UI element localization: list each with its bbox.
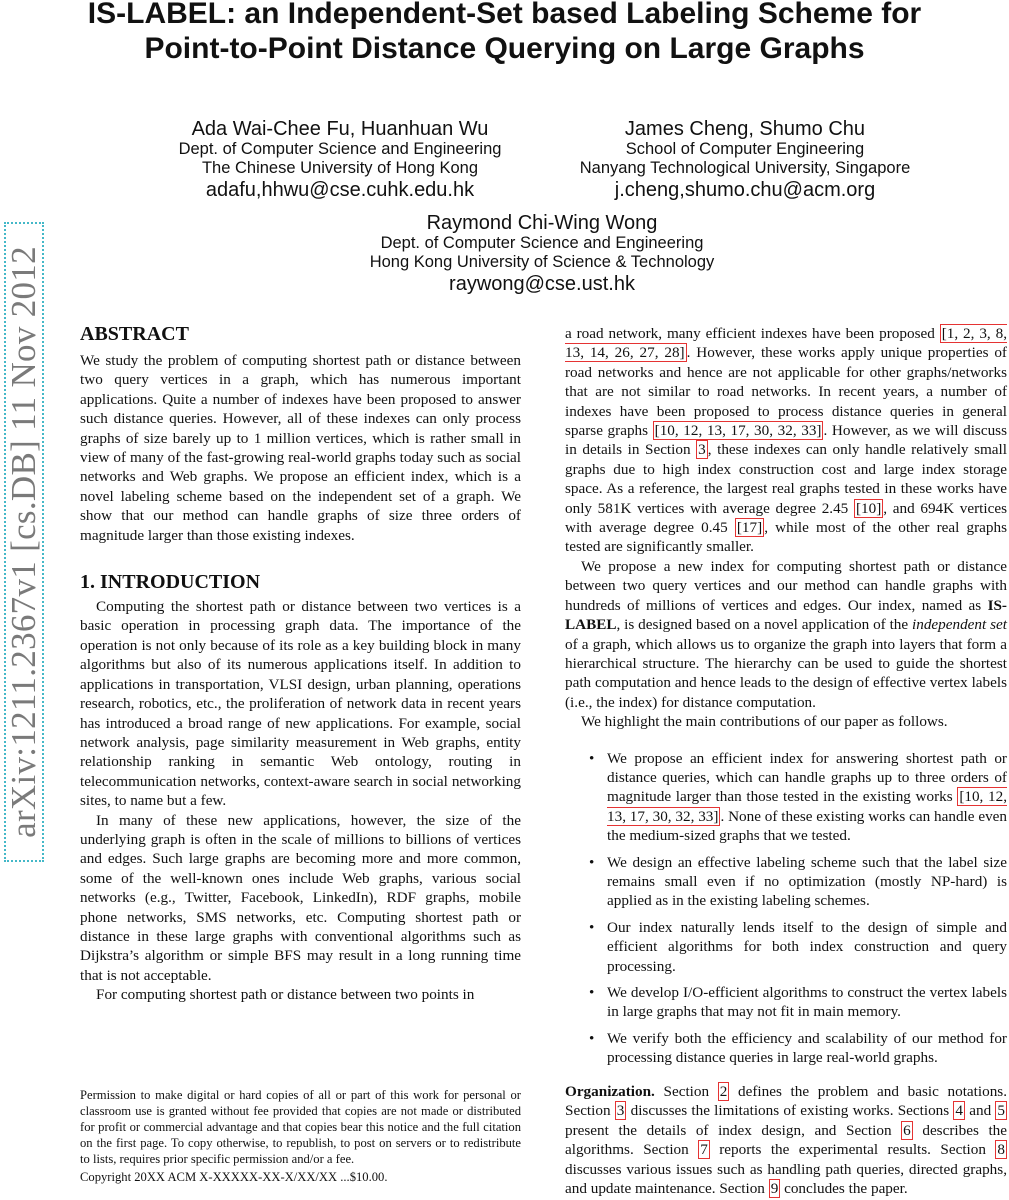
author-dept: Dept. of Computer Science and Engineering (380, 234, 704, 252)
author-institution: The Chinese University of Hong Kong (201, 159, 479, 177)
contributions-list (565, 749, 1007, 1068)
intro-paragraph-1: Computing the shortest path or distance between two vertices is a basic operation in processing graph data. The importance of the operation is not only because of its role as a key building block in many algorithms but also of its numerous applications itself. In addition to applications in transportation, VLSI design, urban planning, operations research, robotics, etc., the proliferation of network data in recent years has introduced a broad range of new applications. For example, social network analysis, page similarity measurement in Web graphs, entity relationship ranking in semantic Web ontology, routing in telecommunication networks, context-aware search in social networking sites, to name but a few. (80, 598, 521, 810)
left-column (80, 322, 521, 1005)
text-span: discusses various issues such as handling path queries, directed graphs, and update maintenance. Section (565, 1160, 1007, 1198)
section-link-4[interactable]: 4 (955, 1102, 964, 1120)
author-email[interactable]: adafu,hhwu@cse.cuhk.edu.hk (205, 179, 475, 201)
author-institution: Nanyang Technological University, Singapore (579, 159, 911, 177)
paper-title (0, 0, 1009, 66)
text-span: defines the problem and basic notations. Section (565, 1083, 1008, 1120)
organization-paragraph (565, 1082, 1007, 1198)
author-email[interactable]: raywong@cse.ust.hk (449, 273, 635, 295)
author-dept: School of Computer Engineering (625, 140, 865, 158)
text-span: , is designed based on a novel application of the (616, 616, 913, 634)
list-item (565, 983, 1007, 1022)
section-link-7[interactable]: 7 (700, 1141, 708, 1159)
section-link-9[interactable]: 9 (770, 1180, 779, 1198)
author-email[interactable]: j.cheng,shumo.chu@acm.org (614, 179, 876, 201)
citation-10[interactable]: [10] (855, 499, 882, 517)
text-span: , these indexes can only handle relatively small graphs due to high index construction cost and large index storage space. As a reference, the largest real graphs tested in these works have only 581K vertices with average degree 2.45 (565, 441, 1007, 517)
section-link-3[interactable]: 3 (698, 441, 706, 459)
text-span: . However, these works apply unique properties of road networks and hence are not applicable for other graphs/networks that are not similar to road networks. In recent years, a number of indexes have been proposed to process distance queries in general sparse graphs (565, 344, 1007, 440)
abstract-text: We study the problem of computing shortest path or distance between two query vertices in a graph, which has numerous important applications. Quite a number of indexes have been proposed to answer such distance queries. However, all of these indexes can only process graphs of size barely up to 1 million vertices, which is rather small in view of many of the fast-growing real-world graphs today such as social networks and Web graphs. We propose an efficient index, which is a novel labeling scheme based on the independent set of a graph. We show that our method can handle graphs of size three orders of magnitude larger than those existing indexes. (80, 352, 521, 544)
text-span: We verify both the efficiency and scalability of our method for processing distance queries in large real-world graphs. (607, 1029, 1007, 1067)
index-name: IS-LABEL (565, 596, 1007, 634)
text-span: Section (663, 1083, 718, 1100)
list-item (565, 749, 1007, 846)
text-span: . None of these existing works can handle even the medium-sized graphs that we tested. (607, 807, 1008, 845)
intro-paragraph-3-start: For computing shortest path or distance between two points in (96, 986, 475, 1004)
text-span: concludes the paper. (780, 1180, 908, 1198)
bullet-icon: • (589, 1029, 595, 1047)
bullet-icon: • (589, 918, 595, 936)
title-line-2: Point-to-Point Distance Querying on Large Graphs (144, 32, 865, 65)
citation-road-indexes[interactable]: [1, 2, 3, 8, 13, 14, 26, 27, 28] (565, 325, 1007, 362)
citation-17[interactable]: [17] (736, 519, 763, 537)
organization-label: Organization. (565, 1083, 655, 1100)
text-span: , while most of the other real graphs tested are significantly smaller. (565, 519, 1007, 556)
author-names: Raymond Chi-Wing Wong (426, 212, 658, 234)
text-span: . However, as we will discuss in details in Section (565, 422, 1008, 459)
section-link-6[interactable]: 6 (903, 1121, 911, 1139)
list-item (565, 1029, 1007, 1068)
permission-notice (80, 1087, 521, 1185)
section-link-3[interactable]: 3 (616, 1102, 625, 1120)
intro-paragraph-5: We highlight the main contributions of our paper as follows. (581, 713, 948, 731)
author-block-3 (342, 212, 742, 296)
author-block-1 (140, 118, 540, 202)
text-span: We propose a new index for computing shortest path or distance between two query vertices and our method can handle graphs with hundreds of millions of vertices and edges. Our index, named as (565, 557, 1007, 614)
text-span: We design an effective labeling scheme such that the label size remains small even if no optimization (mostly NP-hard) is applied as in the existing labeling schemes. (607, 853, 1007, 910)
text-span: of a graph, which allows us to organize the graph into layers that form a hierarchical structure. The hierarchy can be used to guide the shortest path computation and hence leads to the design of effective vertex labels (i.e., the index) for distance computation. (565, 635, 1007, 711)
author-institution: Hong Kong University of Science & Technology (369, 253, 715, 271)
citation-sparse-indexes[interactable]: [10, 12, 13, 17, 30, 32, 33] (654, 422, 822, 440)
intro-paragraph-4 (565, 557, 1007, 712)
copyright-line: Copyright 20XX ACM X-XXXXX-XX-X/XX/XX ...$10.00. (80, 1170, 388, 1184)
arxiv-stamp[interactable]: arXiv:1211.2367v1 [cs.DB] 11 Nov 2012 (4, 222, 44, 862)
bullet-icon: • (589, 749, 595, 767)
list-item (565, 918, 1007, 976)
text-span: Our index naturally lends itself to the design of simple and efficient algorithms for both index construction and query processing. (607, 918, 1007, 975)
author-block-2 (545, 118, 945, 202)
text-span: reports the experimental results. Section (709, 1141, 996, 1159)
text-span: a road network, many efficient indexes have been proposed (565, 325, 940, 342)
text-span: discusses the limitations of existing works. Sections (626, 1102, 954, 1120)
permission-text: Permission to make digital or hard copies of all or part of this work for personal or classroom use is granted without fee provided that copies are not made or distributed for profit or commercial advantage and that copies bear this notice and the full citation on the first page. To copy otherwise, to republish, to post on servers or to redistribute to lists, requires prior specific permission and/or a fee. (80, 1088, 521, 1166)
intro-paragraph-2: In many of these new applications, however, the size of the underlying graph is often in the scale of millions to billions of vertices and edges. Such large graphs are becoming more and more common, some of the well-known ones include Web graphs, various social networks (e.g., Twitter, Facebook, LinkedIn), RDF graphs, mobile phone networks, SMS networks, etc. Computing shortest path or distance in these large graphs with conventional algorithms such as Dijkstra’s algorithm or simple BFS may result in a long running time that is not acceptable. (80, 811, 521, 984)
text-span: We propose an efficient index for answering shortest path or distance queries, which can handle graphs up to three orders of magnitude larger than those tested in the existing works (607, 749, 1007, 806)
author-names: Ada Wai-Chee Fu, Huanhuan Wu (191, 118, 489, 140)
bullet-icon: • (589, 984, 595, 1001)
list-item (565, 853, 1007, 911)
text-span: and (965, 1102, 996, 1120)
emphasis-term: independent set (912, 616, 1007, 634)
author-names: James Cheng, Shumo Chu (624, 118, 866, 140)
intro-paragraph-3-cont (565, 324, 1007, 557)
section-link-2[interactable]: 2 (719, 1083, 728, 1100)
right-column (565, 324, 1007, 1075)
abstract-heading: ABSTRACT (80, 323, 189, 345)
bullet-icon: • (589, 853, 595, 871)
text-span: , and 694K vertices with average degree 0.45 (565, 499, 1008, 537)
section-link-8[interactable]: 8 (997, 1141, 1005, 1159)
introduction-heading: 1. INTRODUCTION (80, 571, 261, 594)
author-dept: Dept. of Computer Science and Engineering (178, 140, 502, 158)
citation-existing-works[interactable]: [10, 12, 13, 17, 30, 32, 33] (607, 788, 1007, 825)
section-link-5[interactable]: 5 (997, 1102, 1005, 1120)
text-span: We develop I/O-efficient algorithms to construct the vertex labels in large graphs that may not fit in main memory. (607, 984, 1007, 1021)
text-span: present the details of index design, and Section (565, 1121, 902, 1139)
title-line-1: IS-LABEL: an Independent-Set based Labeling Scheme for (87, 0, 922, 30)
text-span: describes the algorithms. Section (565, 1121, 1008, 1159)
